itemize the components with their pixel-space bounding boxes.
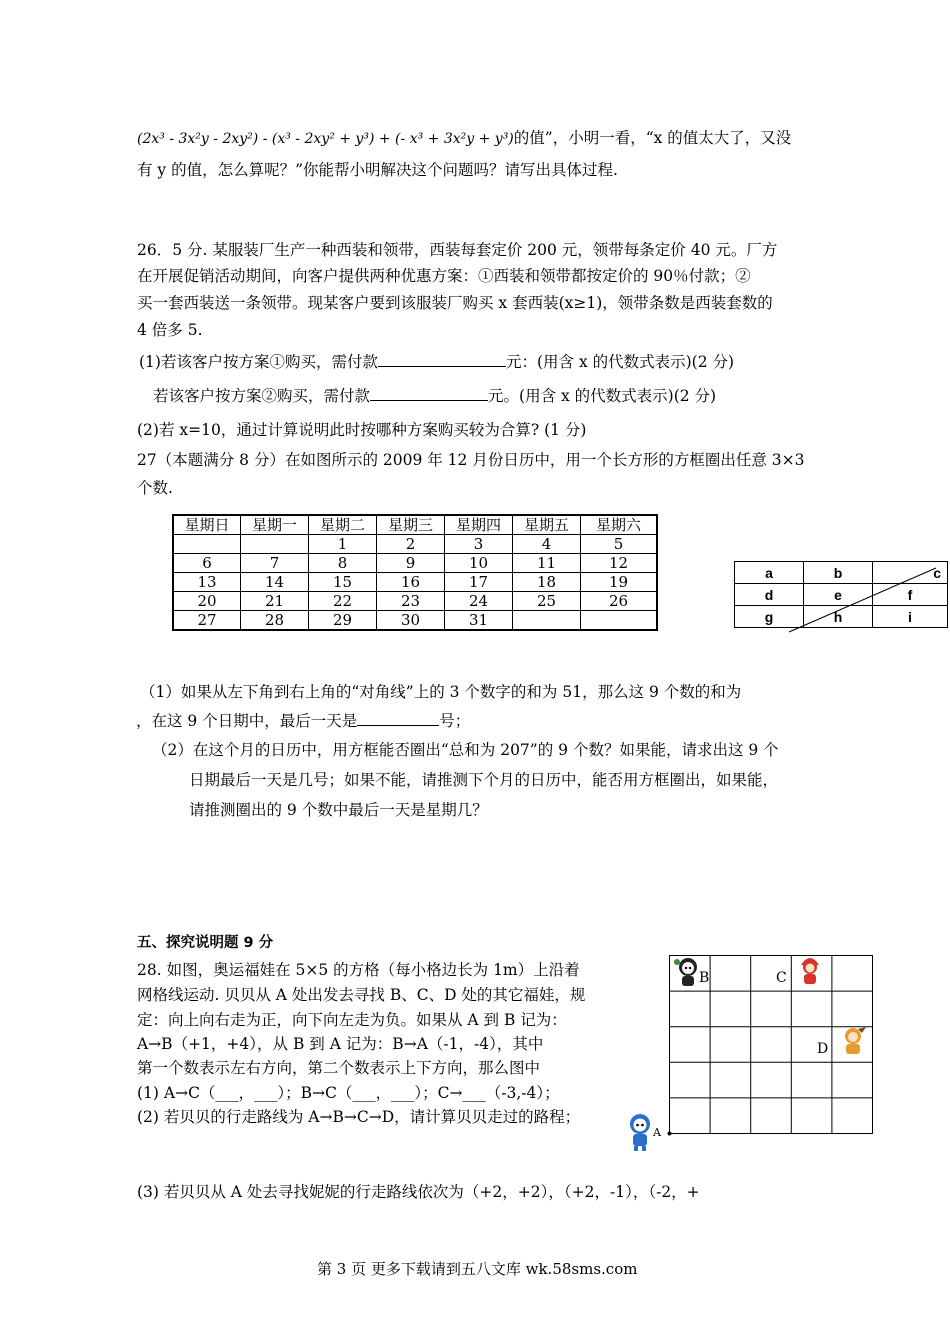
calendar-cell: 5: [581, 535, 658, 554]
q26-line3: 买一套西装送一条领带。现某客户要到该服装厂购买 x 套西装(x≥1)，领带条数是西装套数的: [137, 294, 773, 312]
grid-cell-i: i: [873, 606, 948, 628]
calendar-header-cell: 星期三: [377, 515, 445, 535]
calendar-cell: 4: [513, 535, 581, 554]
grid-cell-h: h: [804, 606, 873, 628]
grid-label-c: C: [776, 970, 787, 986]
grid-label-b: B: [699, 970, 710, 986]
answer-blank-2[interactable]: [370, 386, 488, 401]
calendar-header-cell: 星期六: [581, 515, 658, 535]
q28-line3: 定：向上向右走为正，向下向左走为负。如果从 A 到 B 记为：: [137, 1011, 567, 1029]
calendar-row: [173, 592, 657, 611]
calendar-cell: 1: [309, 535, 377, 554]
calendar-cell: 7: [241, 554, 309, 573]
calendar-cell: 9: [377, 554, 445, 573]
calendar-cell: 2: [377, 535, 445, 554]
q26-part1a: (1)若该客户按方案①购买，需付款 元：(用含 x 的代数式表示)(2 分): [139, 353, 735, 371]
calendar-cell: 13: [173, 573, 241, 592]
grid-cell-e: e: [804, 584, 873, 606]
calendar-cell: 27: [173, 611, 241, 631]
q28-line7: (2) 若贝贝的行走路线为 A→B→C→D，请计算贝贝走过的路程；: [137, 1108, 581, 1126]
calendar-cell: [581, 611, 658, 631]
answer-blank-1[interactable]: [378, 352, 506, 367]
calendar-header-cell: 星期五: [513, 515, 581, 535]
calendar-cell: 11: [513, 554, 581, 573]
calendar-cell: 30: [377, 611, 445, 631]
calendar-cell: 31: [445, 611, 513, 631]
calendar-cell: 21: [241, 592, 309, 611]
section-title: 五、探究说明题 9 分: [137, 935, 274, 951]
grid-cell-c: c: [873, 562, 948, 584]
q26-part2: (2)若 x=10，通过计算说明此时按哪种方案购买较为合算? (1 分): [137, 421, 587, 439]
calendar-cell: 28: [241, 611, 309, 631]
page-footer: 第 3 页 更多下载请到五八文库 wk.58sms.com: [317, 1260, 638, 1278]
q26-line4: 4 倍多 5.: [137, 321, 203, 339]
calendar-cell: [173, 535, 241, 554]
answer-blank-3[interactable]: [357, 711, 439, 726]
calendar-header-cell: 星期四: [445, 515, 513, 535]
calendar-cell: 3: [445, 535, 513, 554]
calendar-cell: 16: [377, 573, 445, 592]
calendar-cell: 12: [581, 554, 658, 573]
q27-part1-line1: （1）如果从左下角到右上角的“对角线”上的 3 个数字的和为 51，那么这 9 个数的和为: [140, 683, 742, 701]
calendar-row: [173, 611, 657, 631]
calendar-row: [173, 573, 657, 592]
calendar-cell: 6: [173, 554, 241, 573]
calendar-cell: 10: [445, 554, 513, 573]
q27-part2-line2: 日期最后一天是几号；如果不能，请推测下个月的日历中，能否用方框圈出，如果能，: [189, 771, 779, 789]
calendar-cell: 20: [173, 592, 241, 611]
q27-line1: 27（本题满分 8 分）在如图所示的 2009 年 12 月份日历中，用一个长方形的方框圈出任意 3×3: [137, 451, 805, 469]
q26-line1: 26．5 分. 某服装厂生产一种西装和领带，西装每套定价 200 元，领带每条定价 40 元。厂方: [137, 241, 778, 259]
mascot-beibei-icon: [671, 956, 705, 990]
q26-line2: 在开展促销活动期间，向客户提供两种优惠方案：①西装和领带都按定价的 90％付款；②: [137, 267, 751, 285]
calendar-header-cell: 星期二: [309, 515, 377, 535]
calendar-cell: 17: [445, 573, 513, 592]
q27-line2: 个数.: [137, 479, 173, 497]
calendar-cell: 14: [241, 573, 309, 592]
grid-diagonal-line: [734, 561, 944, 633]
grid-cell-a: a: [735, 562, 804, 584]
calendar-table: [172, 514, 658, 631]
calendar-cell: 18: [513, 573, 581, 592]
mascot-huanhuan-icon: [793, 953, 827, 987]
q28-line4: A→B（+1，+4），从 B 到 A 记为：B→A（-1，-4），其中: [137, 1035, 544, 1053]
grid-cell-b: b: [804, 562, 873, 584]
q25-expression: (2x³ - 3x²y - 2xy²) - (x³ - 2xy² + y³) + (- x³ + 3x²y + y³): [137, 131, 514, 147]
q26-part1b: 若该客户按方案②购买，需付款 元。(用含 x 的代数式表示)(2 分): [153, 387, 717, 405]
q28-line2: 网格线运动. 贝贝从 A 处出发去寻找 B、C、D 处的其它福娃，规: [137, 986, 586, 1004]
calendar-cell: [513, 611, 581, 631]
calendar-cell: 22: [309, 592, 377, 611]
calendar-cell: 24: [445, 592, 513, 611]
calendar-cell: 23: [377, 592, 445, 611]
calendar-cell: 19: [581, 573, 658, 592]
q28-line8: (3) 若贝贝从 A 处去寻找妮妮的行走路线依次为（+2，+2），（+2，-1），（-2，+: [137, 1183, 700, 1201]
q28-line1: 28. 如图，奥运福娃在 5×5 的方格（每小格边长为 1m）上沿着: [137, 961, 580, 979]
q28-line5: 第一个数表示左右方向，第二个数表示上下方向，那么图中: [137, 1059, 541, 1077]
calendar-header-row: [173, 515, 657, 535]
calendar-cell: [241, 535, 309, 554]
mascot-jingjing-icon: [621, 1112, 659, 1152]
calendar-cell: 25: [513, 592, 581, 611]
calendar-cell: 8: [309, 554, 377, 573]
calendar-header-cell: 星期一: [241, 515, 309, 535]
q27-part2-line1: （2）在这个月的日历中，用方框能否圈出“总和为 207”的 9 个数？如果能，请求出这 9 个: [152, 741, 779, 759]
grid-cell-g: g: [735, 606, 804, 628]
q27-part1-line2: ，在这 9 个日期中，最后一天是 号；: [136, 712, 471, 730]
calendar-cell: 26: [581, 592, 658, 611]
calendar-header-cell: 星期日: [173, 515, 241, 535]
calendar-row: [173, 554, 657, 573]
q25-line2: 有 y 的值，怎么算呢？”你能帮小明解决这个问题吗？请写出具体过程.: [137, 161, 618, 179]
mascot-yingying-icon: [836, 1025, 870, 1059]
q25-line1: (2x³ - 3x²y - 2xy²) - (x³ - 2xy² + y³) + (- x³ + 3x²y + y³)的值”，小明一看，“x 的值太大了，又没: [137, 129, 792, 147]
calendar-row: [173, 535, 657, 554]
grid-label-d: D: [817, 1041, 829, 1057]
calendar-cell: 15: [309, 573, 377, 592]
grid-cell-d: d: [735, 584, 804, 606]
q28-line6: (1) A→C（___，___）；B→C（___，___）；C→___（-3,-4）；: [137, 1084, 560, 1102]
calendar-cell: 29: [309, 611, 377, 631]
grid-label-a: A: [653, 1126, 661, 1139]
grid-cell-f: f: [873, 584, 948, 606]
q27-part2-line3: 请推测圈出的 9 个数中最后一天是星期几？: [189, 801, 488, 819]
